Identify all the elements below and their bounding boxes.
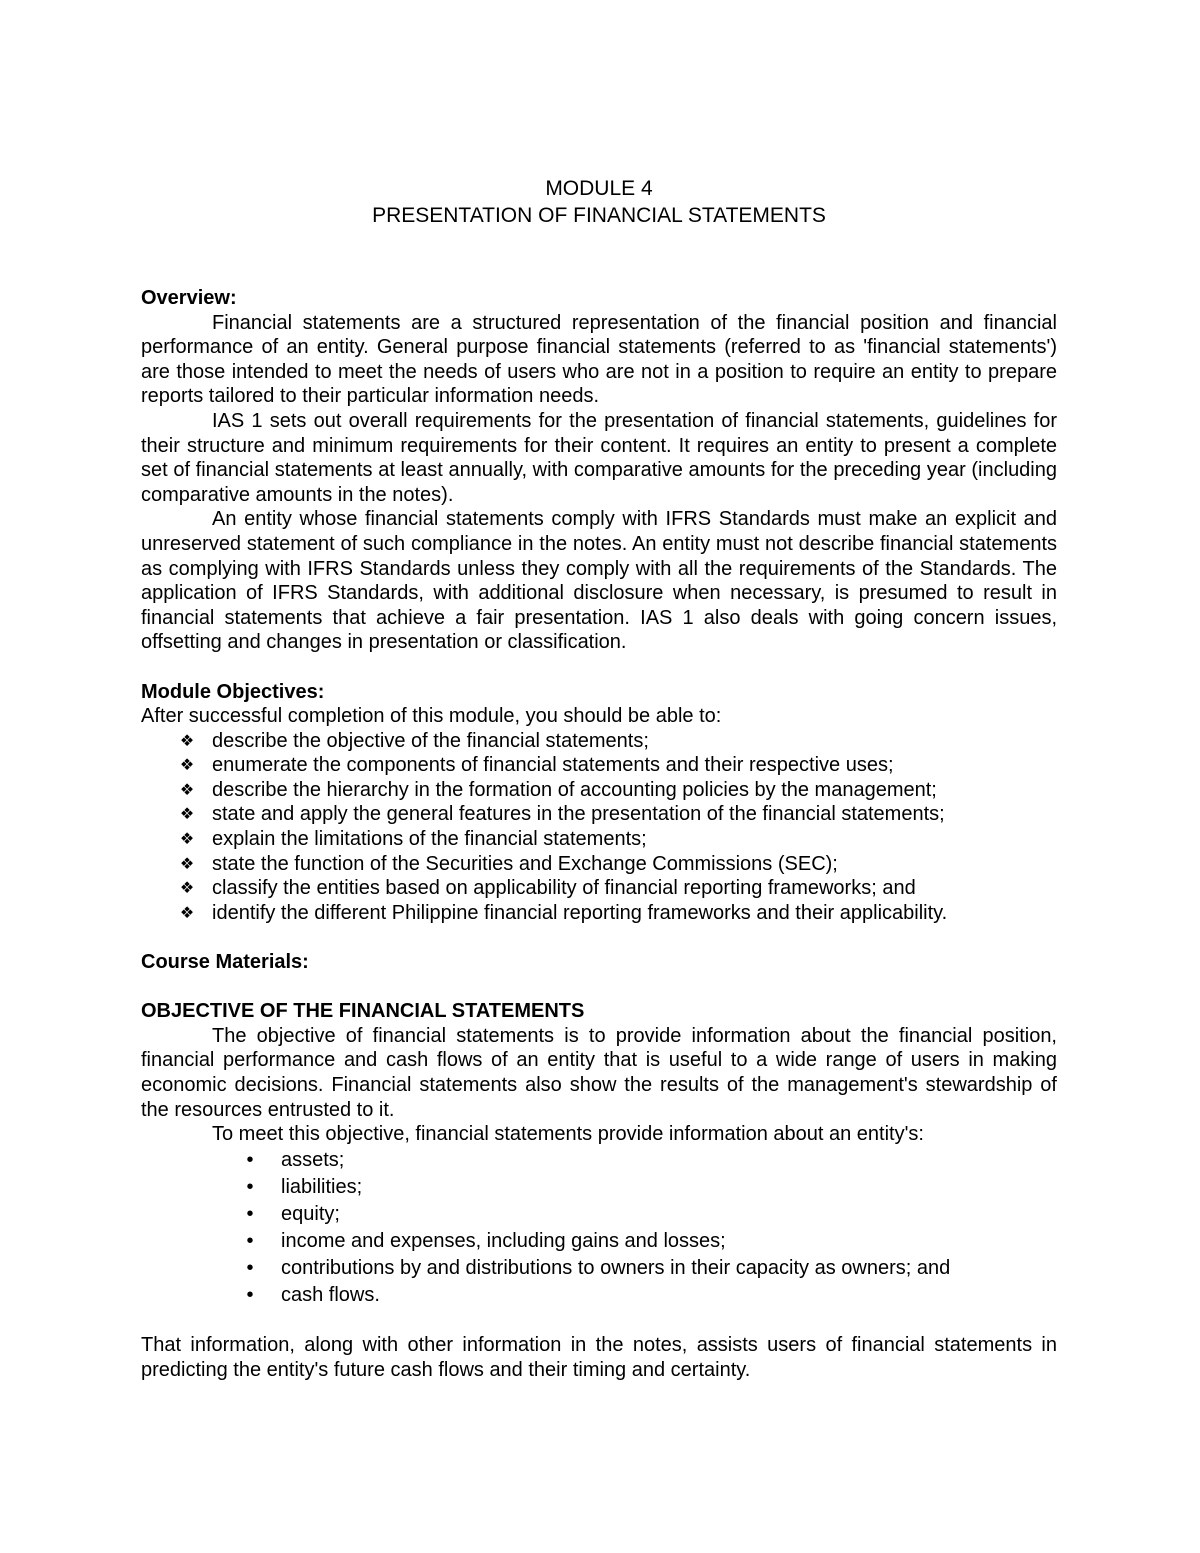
round-bullet-icon: • [246,1148,254,1171]
overview-heading: Overview: [141,287,237,309]
diamond-bullet-icon: ❖ [179,829,195,849]
course-materials-heading: Course Materials: [141,951,309,974]
objectives-intro: After successful completion of this module, you should be able to: [141,705,722,728]
list-item [141,778,1057,803]
objectives-list [141,729,1057,926]
page-content [141,175,1057,1383]
closing-paragraph: That information, along with other information in the notes, assists users of financial statements in predicting the entity's future cash flows and their timing and certainty. [141,1334,1057,1381]
list-item [141,1228,1057,1255]
list-item-text: explain the limitations of the financial statements; [212,828,647,851]
list-item-text: enumerate the components of financial statements and their respective uses; [212,754,894,777]
list-item [141,852,1057,877]
round-bullet-icon: • [246,1202,254,1225]
information-list [141,1147,1057,1309]
list-item-text: describe the hierarchy in the formation of accounting policies by the management; [212,778,937,801]
page-title: PRESENTATION OF FINANCIAL STATEMENTS [372,204,826,227]
diamond-bullet-icon: ❖ [179,853,195,873]
list-item [141,802,1057,827]
round-bullet-icon: • [246,1283,254,1306]
title-block [141,175,1057,229]
round-bullet-icon: • [246,1229,254,1252]
diamond-bullet-icon: ❖ [179,755,195,775]
diamond-bullet-icon: ❖ [179,902,195,922]
objectives-heading: Module Objectives: [141,680,325,703]
list-item-text: describe the objective of the financial statements; [212,729,649,752]
diamond-bullet-icon: ❖ [179,779,195,799]
diamond-bullet-icon: ❖ [179,730,195,750]
overview-paragraph: An entity whose financial statements comply with IFRS Standards must make an explicit and unreserved statement of such compliance in the notes. An entity must not describe financial statements as complying with IFRS Standards unless they comply with all the requirements of the Standards. The application of IFRS Standards, with additional disclosure when necessary, is presumed to result in financial statements that achieve a fair presentation. IAS 1 also deals with going concern issues, offsetting and changes in presentation or classification. [141,508,1057,654]
list-item-text: state and apply the general features in the presentation of the financial statements; [212,803,945,826]
list-item-text: assets; [281,1148,345,1171]
overview-paragraph: Financial statements are a structured representation of the financial position and financial performance of an entity. General purpose financial statements (referred to as 'financial statements') are those intended to meet the needs of users who are not in a position to require an entity to prepare reports tailored to their particular information needs. [141,311,1057,408]
list-item-text: state the function of the Securities and Exchange Commissions (SEC); [212,852,838,875]
list-item-text: liabilities; [281,1175,363,1198]
list-item [141,827,1057,852]
list-item [141,1282,1057,1309]
list-item-text: classify the entities based on applicability of financial reporting frameworks; and [212,877,916,900]
module-number: MODULE 4 [545,177,653,200]
list-item [141,729,1057,754]
objective-section-heading: OBJECTIVE OF THE FINANCIAL STATEMENTS [141,1000,585,1023]
objective-paragraph: To meet this objective, financial statements provide information about an entity's: [212,1123,924,1146]
diamond-bullet-icon: ❖ [179,804,195,824]
list-item [141,1255,1057,1282]
list-item-text: identify the different Philippine financial reporting frameworks and their applicability. [212,901,948,924]
list-item [141,876,1057,901]
list-item-text: cash flows. [281,1283,380,1306]
diamond-bullet-icon: ❖ [179,878,195,898]
round-bullet-icon: • [246,1256,254,1279]
list-item-text: equity; [281,1202,340,1225]
round-bullet-icon: • [246,1175,254,1198]
list-item [141,1147,1057,1174]
list-item-text: income and expenses, including gains and losses; [281,1229,726,1252]
list-item [141,1174,1057,1201]
list-item [141,1201,1057,1228]
list-item [141,901,1057,926]
list-item-text: contributions by and distributions to owners in their capacity as owners; and [281,1256,951,1279]
list-item [141,753,1057,778]
objective-paragraph: The objective of financial statements is to provide information about the financial position, financial performance and cash flows of an entity that is useful to a wide range of users in making economic decisions. Financial statements also show the results of the management's stewardship of the resources entrusted to it. [141,1024,1057,1121]
overview-paragraph: IAS 1 sets out overall requirements for the presentation of financial statements, guidelines for their structure and minimum requirements for their content. It requires an entity to present a complete set of financial statements at least annually, with comparative amounts for the preceding year (including comparative amounts in the notes). [141,409,1057,506]
